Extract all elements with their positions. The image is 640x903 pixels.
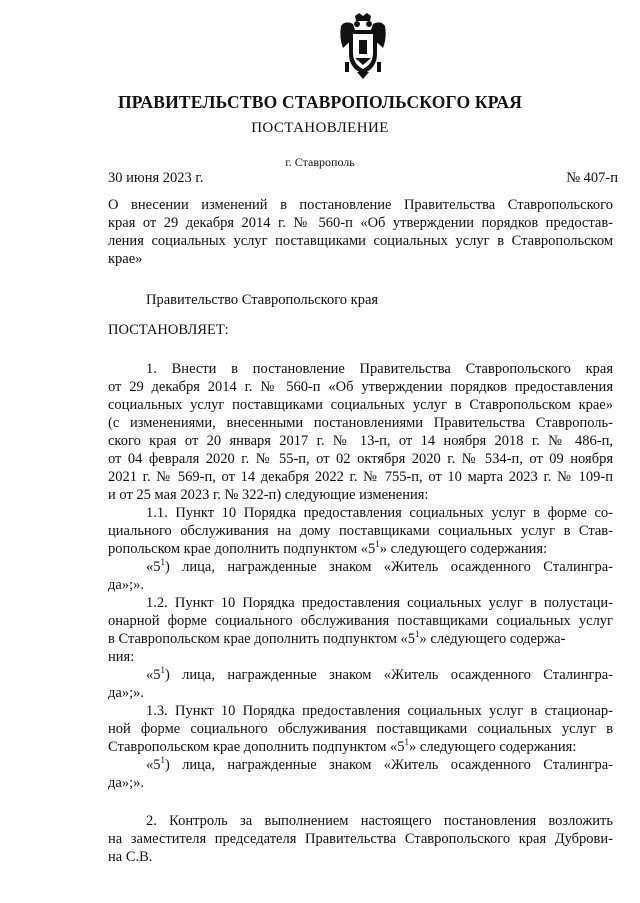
item1-line: (с изменениями, внесенными постановлениями Правительства Ставрополь- <box>108 415 613 431</box>
authority-title: ПРАВИТЕЛЬСТВО СТАВРОПОЛЬСКОГО КРАЯ <box>117 92 523 112</box>
item1-2-quote: «$5^1$) лица, награжденные знаком «Житель осажденного Сталингра- <box>146 665 613 683</box>
item1-line: от 04 февраля 2020 г. № 55-п, от 02 октября 2020 г. № 534-п, от 09 ноября <box>108 451 613 467</box>
item1-line: ского края от 20 января 2017 г. № 13-п, от 14 ноября 2018 г. № 486-п, <box>108 433 613 449</box>
subject-line: крае» <box>108 251 143 267</box>
item2-line: 2. Контроль за выполнением настоящего постановления возложить <box>146 813 613 829</box>
document-number: № 407-п <box>566 170 618 186</box>
item1-3-quote-end: да»;». <box>108 775 144 791</box>
item1-1-line: ропольском крае дополнить подпунктом «$5^1$» следующего содержания: <box>108 539 548 557</box>
document-type: ПОСТАНОВЛЕНИЕ <box>251 120 389 136</box>
item1-line: 2021 г. № 569-п, от 14 декабря 2022 г. № 755-п, от 10 марта 2023 г. № 109-п <box>108 469 613 485</box>
item1-3-line: 1.3. Пункт 10 Порядка предоставления социальных услуг в стационар- <box>146 703 613 719</box>
item1-line: от 29 декабря 2014 г. № 560-п «Об утверждении порядков предоставления <box>108 379 613 395</box>
item1-line: социальных услуг поставщиками социальных услуг в Ставропольском крае» <box>108 397 613 413</box>
item1-2-line: в Ставропольском крае дополнить подпунктом «$5^1$» следующего содержа- <box>108 629 566 647</box>
item1-line: и от 25 мая 2023 г. № 322-п) следующие изменения: <box>108 487 429 503</box>
coat-of-arms-icon <box>337 12 389 80</box>
subject-line: края от 29 декабря 2014 г. № 560-п «Об утверждении порядков предостав- <box>108 215 613 231</box>
document-date: 30 июня 2023 г. <box>108 170 204 186</box>
item1-1-quote: «$5^1$) лица, награжденные знаком «Житель осажденного Сталингра- <box>146 557 613 575</box>
item1-3-line: Ставропольском крае дополнить подпунктом «$5^1$» следующего содержания: <box>108 737 577 755</box>
item1-2-line: ния: <box>108 649 135 665</box>
item1-1-line: циального обслуживания на дому поставщиками социальных услуг в Став- <box>108 523 613 539</box>
item1-line: 1. Внести в постановление Правительства Ставропольского края <box>146 361 613 377</box>
item1-3-line: ной форме социального обслуживания поставщиками социальных услуг в <box>108 721 613 737</box>
item1-2-line: 1.2. Пункт 10 Порядка предоставления социальных услуг в полустаци- <box>146 595 613 611</box>
item2-line: на заместителя председателя Правительства Ставропольского края Дуброви- <box>108 831 613 847</box>
item1-2-line: онарной форме социального обслуживания поставщиками социальных услуг <box>108 613 613 629</box>
resolves-heading: ПОСТАНОВЛЯЕТ: <box>108 322 229 338</box>
subject-line: ления социальных услуг поставщиками социальных услуг в Ставропольском <box>108 233 613 249</box>
city-label: г. Ставрополь <box>285 155 355 169</box>
item1-3-quote: «$5^1$) лица, награжденные знаком «Житель осажденного Сталингра- <box>146 755 613 773</box>
item1-2-quote-end: да»;». <box>108 685 144 701</box>
item1-1-line: 1.1. Пункт 10 Порядка предоставления социальных услуг в форме со- <box>146 505 613 521</box>
item2-line: на С.В. <box>108 849 153 865</box>
preamble: Правительство Ставропольского края <box>146 292 379 308</box>
subject-line: О внесении изменений в постановление Правительства Ставропольского <box>108 197 613 213</box>
item1-1-quote-end: да»;». <box>108 577 144 593</box>
